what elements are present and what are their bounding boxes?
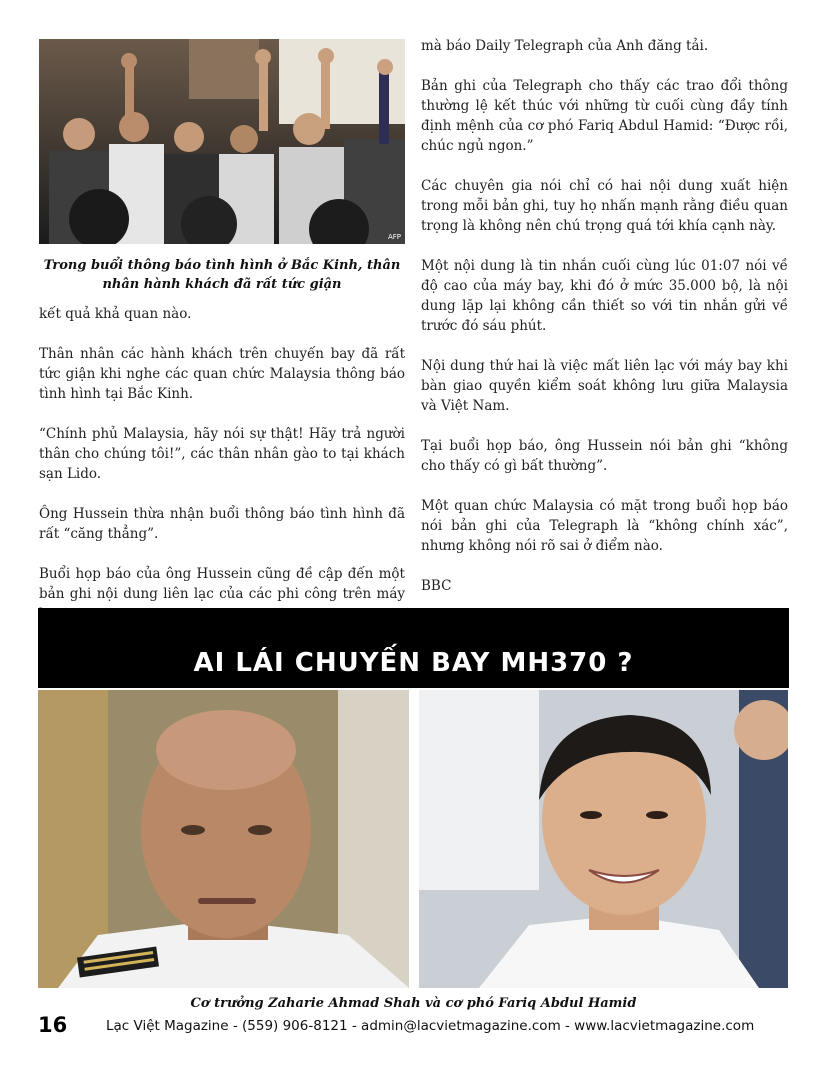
left-paragraph-3: “Chính phủ Malaysia, hãy nói sự thật! Hãy trả người thân cho chúng tôi!”, các thân nhân gào to tại khách sạn Lido. xyxy=(39,426,405,482)
page-footer xyxy=(38,1013,755,1043)
crowd-photo-caption: Trong buổi thông báo tình hình ở Bắc Kinh, thân nhân hành khách đã rất tức giận xyxy=(43,258,401,292)
right-paragraph-7: Một quan chức Malaysia có mặt trong buổi họp báo nói bản ghi của Telegraph là “không chính xác”, nhưng không nói rõ sai ở điểm nào. xyxy=(421,498,788,554)
captain-photo-illustration xyxy=(38,690,409,988)
left-paragraph-4: Ông Hussein thừa nhận buổi thông báo tình hình đã rất “căng thẳng”. xyxy=(39,506,405,542)
first-officer-photo-illustration xyxy=(419,690,788,988)
section-banner xyxy=(38,608,789,688)
page-number: 16 xyxy=(38,1013,68,1037)
crowd-photo-illustration xyxy=(39,39,405,244)
right-column xyxy=(421,36,788,596)
pilots-photo-caption: Cơ trưởng Zaharie Ahmad Shah và cơ phó Fariq Abdul Hamid xyxy=(190,996,637,1011)
photo-credit: AFP xyxy=(387,233,401,241)
left-paragraph-1: kết quả khả quan nào. xyxy=(39,306,192,322)
captain-photo xyxy=(38,690,409,988)
left-paragraph-2: Thân nhân các hành khách trên chuyến bay đã rất tức giận khi nghe các quan chức Malaysia thông báo tình hình tại Bắc Kinh. xyxy=(39,346,405,402)
right-paragraph-5: Nội dung thứ hai là việc mất liên lạc với máy bay khi bàn giao quyền kiểm soát không lưu giữa Malaysia và Việt Nam. xyxy=(421,358,788,414)
right-paragraph-6: Tại buổi họp báo, ông Hussein nói bản ghi “không cho thấy có gì bất thường”. xyxy=(421,438,788,474)
source-credit: BBC xyxy=(421,578,452,594)
section-title: AI LÁI CHUYẾN BAY MH370 ? xyxy=(193,648,634,678)
crowd-photo xyxy=(39,39,405,244)
right-paragraph-1: mà báo Daily Telegraph của Anh đăng tải. xyxy=(421,38,709,54)
left-column xyxy=(39,304,405,624)
left-paragraph-5: Buổi họp báo của ông Hussein cũng đề cập đến một bản ghi nội dung liên lạc của các phi công trên máy xyxy=(39,566,405,602)
right-paragraph-3: Các chuyên gia nói chỉ có hai nội dung xuất hiện trong mỗi bản ghi, tuy họ nhấn mạnh rằng điều quan trọng là không nên chú trọng quá tới khía cạnh này. xyxy=(421,178,788,234)
first-officer-photo xyxy=(419,690,788,988)
right-paragraph-2: Bản ghi của Telegraph cho thấy các trao đổi thông thường lệ kết thúc với những từ cuối cùng đầy tính định mệnh của cơ phó Fariq Abdul Hamid: “Được rồi, chúc ngủ ngon.” xyxy=(421,78,788,154)
footer-contact: Lạc Việt Magazine - (559) 906-8121 - admin@lacvietmagazine.com - www.lacvietmagazine.com xyxy=(106,1018,755,1034)
right-paragraph-4: Một nội dung là tin nhắn cuối cùng lúc 01:07 nói về độ cao của máy bay, khi đó ở mức 35.000 bộ, là nội dung lặp lại không cần thiết so với tin nhắn gửi về trước đó sáu phút. xyxy=(421,258,788,334)
